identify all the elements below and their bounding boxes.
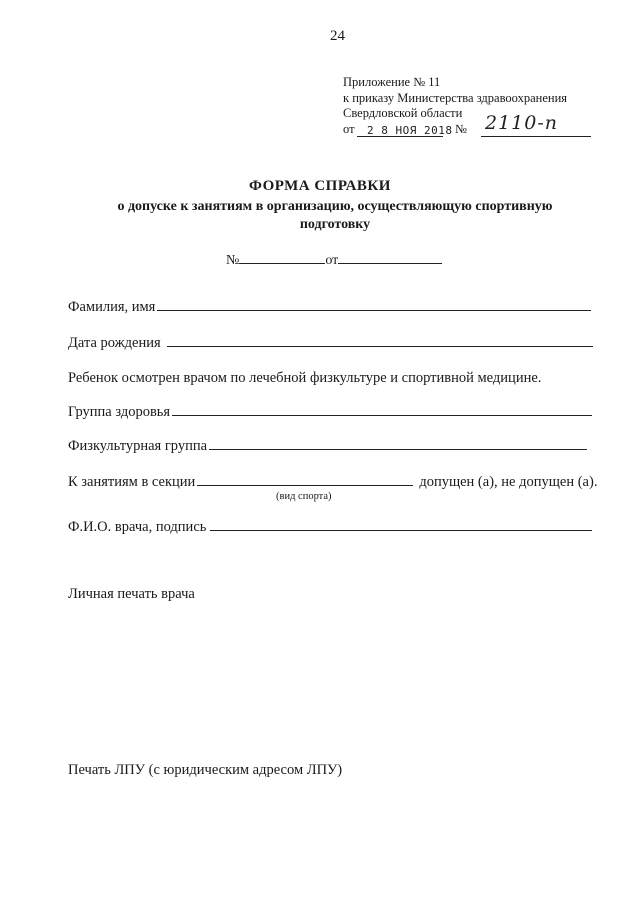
order-number-underline	[481, 136, 591, 137]
appendix-header	[343, 75, 567, 140]
pe-group-label: Физкультурная группа	[68, 438, 208, 454]
form-subtitle: о допуске к занятиям в организацию, осуществляющую спортивную подготовку	[117, 199, 553, 232]
doctor-signature-field[interactable]	[210, 518, 592, 531]
doctor-seal-label: Личная печать врача	[68, 586, 195, 602]
health-group-label: Группа здоровья	[68, 404, 171, 420]
birth-date-field[interactable]	[167, 334, 593, 347]
clinic-seal-label: Печать ЛПУ (с юридическим адресом ЛПУ)	[68, 762, 343, 778]
health-group-row	[68, 403, 592, 421]
appendix-line-2: к приказу Министерства здравоохранения	[343, 90, 568, 105]
health-group-field[interactable]	[172, 403, 592, 416]
form-title: ФОРМА СПРАВКИ	[249, 178, 391, 194]
pe-group-field[interactable]	[209, 437, 587, 450]
certificate-date-field[interactable]	[338, 250, 442, 264]
doctor-signature-row	[68, 518, 592, 536]
section-row	[68, 473, 597, 491]
order-from-label: от	[343, 121, 355, 136]
pe-group-row	[68, 437, 587, 455]
certificate-number-row	[226, 250, 442, 269]
surname-name-field[interactable]	[157, 298, 591, 311]
certificate-number-field[interactable]	[239, 250, 325, 264]
certificate-number-label: №	[226, 253, 240, 268]
section-sport-caption: (вид спорта)	[276, 491, 332, 502]
surname-name-label: Фамилия, имя	[68, 299, 156, 315]
appendix-line-1: Приложение № 11	[343, 75, 441, 89]
birth-date-row	[68, 334, 593, 352]
examined-statement: Ребенок осмотрен врачом по лечебной физкультуре и спортивной медицине.	[68, 370, 542, 386]
surname-name-row	[68, 298, 591, 316]
order-number-handwritten: 2110-п	[485, 111, 559, 134]
doctor-signature-label: Ф.И.О. врача, подпись	[68, 519, 207, 535]
appendix-line-3: Свердловской области	[343, 106, 463, 120]
order-number-label: №	[455, 121, 467, 136]
certificate-date-label: от	[325, 253, 339, 268]
section-label: К занятиям в секции	[68, 474, 196, 490]
section-sport-field[interactable]	[197, 473, 413, 486]
section-result: допущен (а), не допущен (а).	[419, 474, 598, 490]
birth-date-label: Дата рождения	[68, 335, 161, 351]
order-date-stamp: 2 8 НОЯ 2018	[367, 123, 453, 137]
page-number: 24	[330, 28, 345, 44]
